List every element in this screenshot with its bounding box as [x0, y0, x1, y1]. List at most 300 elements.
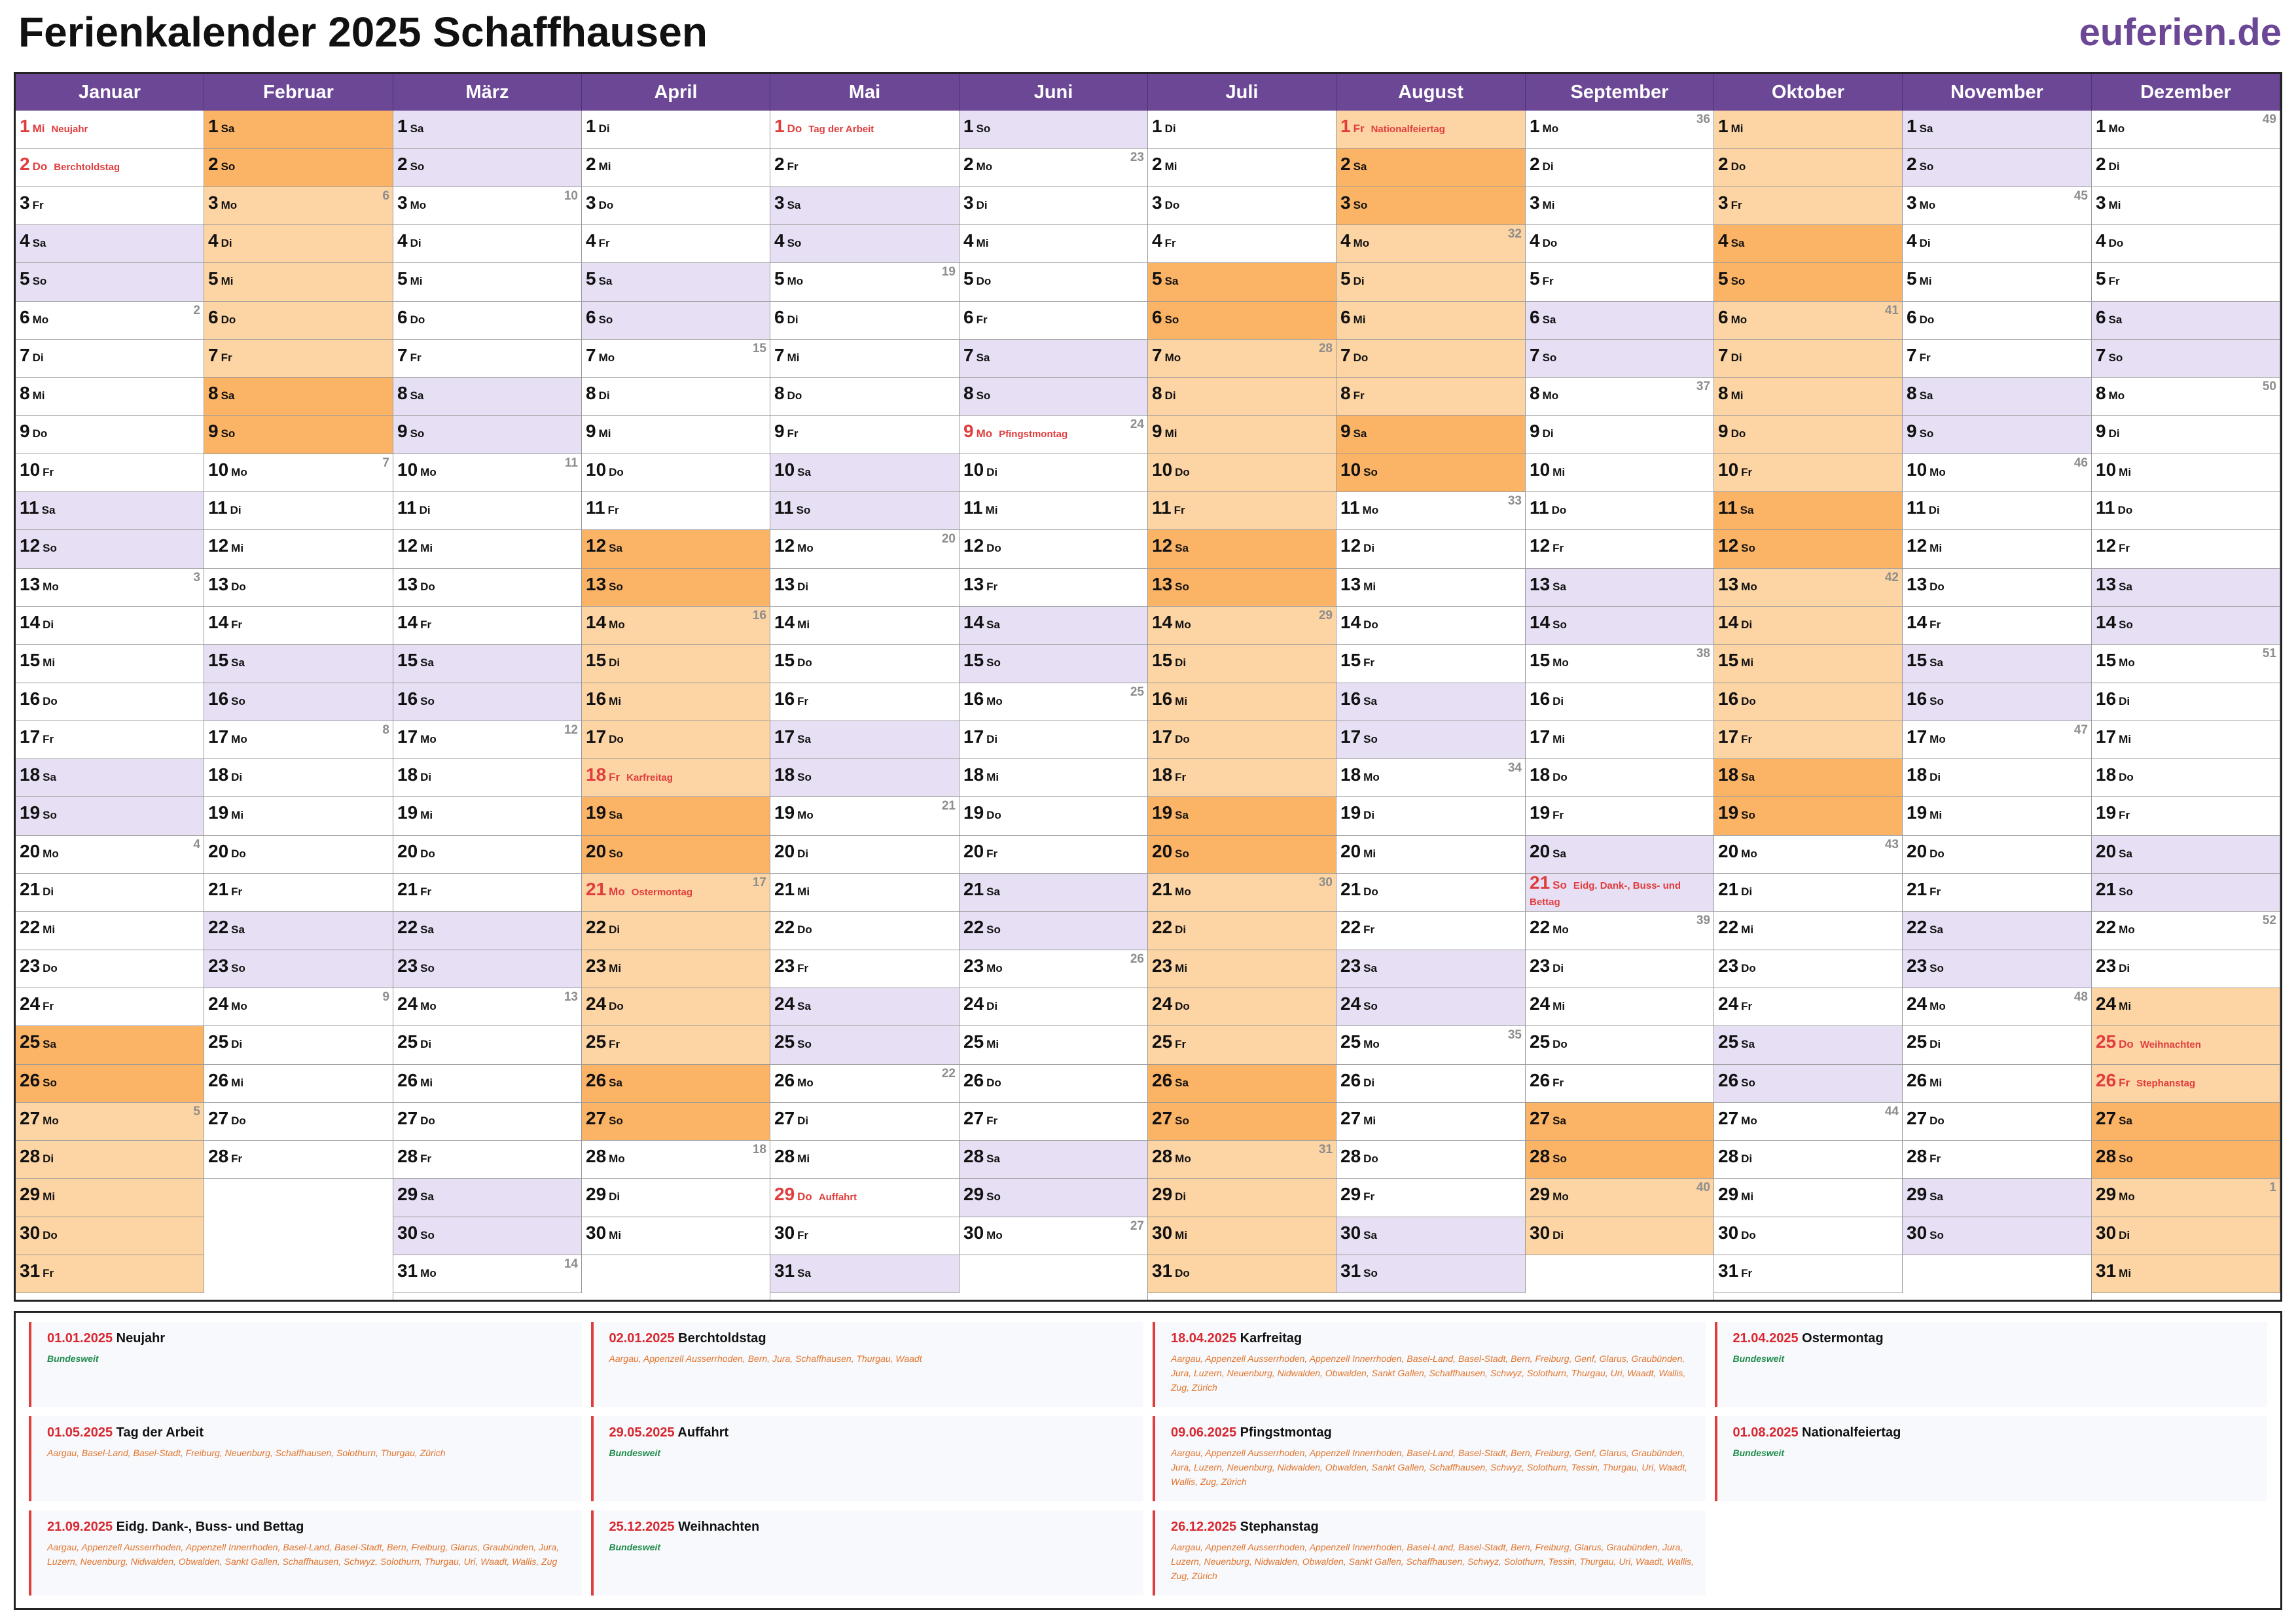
- day-cell[interactable]: [204, 492, 393, 530]
- day-cell[interactable]: [1903, 607, 2092, 645]
- day-cell[interactable]: [770, 569, 960, 607]
- day-cell[interactable]: [1526, 797, 1714, 836]
- day-cell[interactable]: [1148, 416, 1336, 454]
- day-cell[interactable]: [582, 683, 770, 721]
- day-cell[interactable]: [1148, 645, 1336, 683]
- day-cell[interactable]: [1526, 1141, 1714, 1179]
- day-cell[interactable]: [1526, 950, 1714, 988]
- day-cell[interactable]: [1526, 378, 1714, 416]
- day-cell[interactable]: [1336, 797, 1526, 836]
- day-cell[interactable]: [1336, 988, 1526, 1026]
- day-cell[interactable]: [2092, 225, 2280, 263]
- day-cell[interactable]: [770, 1026, 960, 1065]
- day-cell[interactable]: [1336, 149, 1526, 187]
- day-cell[interactable]: [1714, 569, 1903, 607]
- day-cell[interactable]: [1526, 225, 1714, 263]
- day-cell[interactable]: [582, 797, 770, 836]
- day-cell[interactable]: [204, 874, 393, 912]
- day-cell[interactable]: [16, 149, 204, 187]
- day-cell[interactable]: [16, 569, 204, 607]
- day-cell[interactable]: [770, 1141, 960, 1179]
- day-cell[interactable]: [582, 1103, 770, 1141]
- day-cell[interactable]: [582, 759, 770, 797]
- day-cell[interactable]: [1148, 378, 1336, 416]
- day-cell[interactable]: [1714, 187, 1903, 225]
- day-cell[interactable]: [960, 530, 1148, 569]
- day-cell[interactable]: [1148, 111, 1336, 149]
- day-cell[interactable]: [1714, 416, 1903, 454]
- day-cell[interactable]: [960, 874, 1148, 912]
- day-cell[interactable]: [393, 683, 582, 721]
- day-cell[interactable]: [1336, 1065, 1526, 1103]
- day-cell[interactable]: [1526, 530, 1714, 569]
- day-cell[interactable]: [1903, 797, 2092, 836]
- day-cell[interactable]: [1526, 1103, 1714, 1141]
- day-cell[interactable]: [770, 187, 960, 225]
- day-cell[interactable]: [393, 149, 582, 187]
- day-cell[interactable]: [1903, 111, 2092, 149]
- day-cell[interactable]: [2092, 1255, 2280, 1293]
- day-cell[interactable]: [582, 836, 770, 874]
- day-cell[interactable]: [1336, 759, 1526, 797]
- day-cell[interactable]: [960, 1026, 1148, 1065]
- day-cell[interactable]: [582, 1141, 770, 1179]
- day-cell[interactable]: [1526, 836, 1714, 874]
- day-cell[interactable]: [393, 530, 582, 569]
- day-cell[interactable]: [16, 721, 204, 759]
- day-cell[interactable]: [393, 1141, 582, 1179]
- day-cell[interactable]: [16, 378, 204, 416]
- day-cell[interactable]: [582, 492, 770, 530]
- day-cell[interactable]: [770, 530, 960, 569]
- day-cell[interactable]: [204, 1141, 393, 1179]
- day-cell[interactable]: [960, 1217, 1148, 1255]
- day-cell[interactable]: [1714, 1103, 1903, 1141]
- day-cell[interactable]: [1148, 225, 1336, 263]
- day-cell[interactable]: [204, 416, 393, 454]
- day-cell[interactable]: [1714, 759, 1903, 797]
- day-cell[interactable]: [1714, 797, 1903, 836]
- day-cell[interactable]: [393, 836, 582, 874]
- day-cell[interactable]: [204, 263, 393, 302]
- day-cell[interactable]: [1903, 340, 2092, 378]
- day-cell[interactable]: [582, 149, 770, 187]
- day-cell[interactable]: [1526, 721, 1714, 759]
- day-cell[interactable]: [16, 950, 204, 988]
- day-cell[interactable]: [16, 225, 204, 263]
- day-cell[interactable]: [1148, 1065, 1336, 1103]
- day-cell[interactable]: [1336, 340, 1526, 378]
- day-cell[interactable]: [582, 1026, 770, 1065]
- day-cell[interactable]: [393, 263, 582, 302]
- day-cell[interactable]: [582, 454, 770, 492]
- day-cell[interactable]: [1903, 1026, 2092, 1065]
- day-cell[interactable]: [770, 912, 960, 950]
- day-cell[interactable]: [1903, 988, 2092, 1026]
- day-cell[interactable]: [393, 378, 582, 416]
- day-cell[interactable]: [2092, 569, 2280, 607]
- day-cell[interactable]: [1526, 149, 1714, 187]
- day-cell[interactable]: [770, 378, 960, 416]
- day-cell[interactable]: [582, 225, 770, 263]
- day-cell[interactable]: [960, 569, 1148, 607]
- day-cell[interactable]: [770, 797, 960, 836]
- day-cell[interactable]: [960, 111, 1148, 149]
- day-cell[interactable]: [582, 1179, 770, 1217]
- day-cell[interactable]: [770, 950, 960, 988]
- day-cell[interactable]: [16, 492, 204, 530]
- day-cell[interactable]: [1903, 454, 2092, 492]
- day-cell[interactable]: [2092, 492, 2280, 530]
- day-cell[interactable]: [2092, 340, 2280, 378]
- day-cell[interactable]: [204, 378, 393, 416]
- day-cell[interactable]: [1526, 645, 1714, 683]
- day-cell[interactable]: [1336, 187, 1526, 225]
- day-cell[interactable]: [770, 874, 960, 912]
- day-cell[interactable]: [2092, 1065, 2280, 1103]
- day-cell[interactable]: [1336, 111, 1526, 149]
- day-cell[interactable]: [16, 836, 204, 874]
- day-cell[interactable]: [204, 225, 393, 263]
- day-cell[interactable]: [204, 797, 393, 836]
- day-cell[interactable]: [1148, 1103, 1336, 1141]
- day-cell[interactable]: [1714, 950, 1903, 988]
- day-cell[interactable]: [1714, 683, 1903, 721]
- day-cell[interactable]: [960, 454, 1148, 492]
- day-cell[interactable]: [1336, 836, 1526, 874]
- day-cell[interactable]: [204, 836, 393, 874]
- day-cell[interactable]: [393, 569, 582, 607]
- day-cell[interactable]: [1148, 263, 1336, 302]
- day-cell[interactable]: [393, 797, 582, 836]
- day-cell[interactable]: [1336, 225, 1526, 263]
- day-cell[interactable]: [204, 149, 393, 187]
- day-cell[interactable]: [582, 569, 770, 607]
- day-cell[interactable]: [16, 111, 204, 149]
- day-cell[interactable]: [204, 1065, 393, 1103]
- day-cell[interactable]: [1714, 912, 1903, 950]
- day-cell[interactable]: [960, 378, 1148, 416]
- day-cell[interactable]: [1714, 607, 1903, 645]
- day-cell[interactable]: [16, 1026, 204, 1065]
- day-cell[interactable]: [2092, 263, 2280, 302]
- day-cell[interactable]: [16, 912, 204, 950]
- day-cell[interactable]: [1903, 721, 2092, 759]
- day-cell[interactable]: [393, 874, 582, 912]
- day-cell[interactable]: [770, 454, 960, 492]
- day-cell[interactable]: [1336, 1217, 1526, 1255]
- day-cell[interactable]: [2092, 1141, 2280, 1179]
- day-cell[interactable]: [1336, 416, 1526, 454]
- day-cell[interactable]: [1148, 302, 1336, 340]
- day-cell[interactable]: [16, 1255, 204, 1293]
- day-cell[interactable]: [2092, 530, 2280, 569]
- day-cell[interactable]: [16, 645, 204, 683]
- day-cell[interactable]: [1336, 1255, 1526, 1293]
- day-cell[interactable]: [2092, 797, 2280, 836]
- day-cell[interactable]: [1526, 759, 1714, 797]
- day-cell[interactable]: [1903, 187, 2092, 225]
- day-cell[interactable]: [1714, 530, 1903, 569]
- day-cell[interactable]: [393, 607, 582, 645]
- day-cell[interactable]: [204, 569, 393, 607]
- day-cell[interactable]: [1148, 721, 1336, 759]
- day-cell[interactable]: [2092, 836, 2280, 874]
- day-cell[interactable]: [16, 263, 204, 302]
- day-cell[interactable]: [582, 950, 770, 988]
- day-cell[interactable]: [1336, 1179, 1526, 1217]
- day-cell[interactable]: [1336, 1026, 1526, 1065]
- day-cell[interactable]: [393, 302, 582, 340]
- day-cell[interactable]: [16, 302, 204, 340]
- day-cell[interactable]: [1148, 1179, 1336, 1217]
- day-cell[interactable]: [2092, 1179, 2280, 1217]
- day-cell[interactable]: [1526, 340, 1714, 378]
- day-cell[interactable]: [960, 912, 1148, 950]
- day-cell[interactable]: [2092, 912, 2280, 950]
- day-cell[interactable]: [2092, 950, 2280, 988]
- day-cell[interactable]: [960, 645, 1148, 683]
- day-cell[interactable]: [1336, 683, 1526, 721]
- day-cell[interactable]: [1148, 492, 1336, 530]
- day-cell[interactable]: [1903, 378, 2092, 416]
- day-cell[interactable]: [1336, 1103, 1526, 1141]
- day-cell[interactable]: [770, 302, 960, 340]
- day-cell[interactable]: [204, 912, 393, 950]
- day-cell[interactable]: [1526, 263, 1714, 302]
- day-cell[interactable]: [960, 759, 1148, 797]
- day-cell[interactable]: [1148, 1141, 1336, 1179]
- day-cell[interactable]: [393, 759, 582, 797]
- day-cell[interactable]: [1336, 454, 1526, 492]
- day-cell[interactable]: [1526, 569, 1714, 607]
- day-cell[interactable]: [1336, 302, 1526, 340]
- day-cell[interactable]: [582, 645, 770, 683]
- day-cell[interactable]: [204, 1026, 393, 1065]
- day-cell[interactable]: [1714, 836, 1903, 874]
- day-cell[interactable]: [393, 1217, 582, 1255]
- day-cell[interactable]: [16, 759, 204, 797]
- day-cell[interactable]: [1336, 645, 1526, 683]
- day-cell[interactable]: [1148, 454, 1336, 492]
- day-cell[interactable]: [393, 1255, 582, 1293]
- day-cell[interactable]: [1714, 988, 1903, 1026]
- day-cell[interactable]: [1903, 1103, 2092, 1141]
- day-cell[interactable]: [2092, 645, 2280, 683]
- day-cell[interactable]: [204, 721, 393, 759]
- day-cell[interactable]: [2092, 721, 2280, 759]
- day-cell[interactable]: [960, 225, 1148, 263]
- day-cell[interactable]: [393, 1026, 582, 1065]
- day-cell[interactable]: [1714, 454, 1903, 492]
- day-cell[interactable]: [2092, 988, 2280, 1026]
- day-cell[interactable]: [1526, 302, 1714, 340]
- day-cell[interactable]: [770, 111, 960, 149]
- day-cell[interactable]: [1526, 988, 1714, 1026]
- day-cell[interactable]: [1903, 263, 2092, 302]
- day-cell[interactable]: [960, 149, 1148, 187]
- day-cell[interactable]: [2092, 1217, 2280, 1255]
- day-cell[interactable]: [2092, 683, 2280, 721]
- day-cell[interactable]: [1714, 263, 1903, 302]
- day-cell[interactable]: [1903, 1065, 2092, 1103]
- day-cell[interactable]: [770, 1103, 960, 1141]
- day-cell[interactable]: [16, 1217, 204, 1255]
- day-cell[interactable]: [1903, 912, 2092, 950]
- day-cell[interactable]: [960, 797, 1148, 836]
- day-cell[interactable]: [16, 874, 204, 912]
- brand-logo[interactable]: euferien.de: [2079, 11, 2282, 54]
- day-cell[interactable]: [960, 187, 1148, 225]
- day-cell[interactable]: [770, 416, 960, 454]
- day-cell[interactable]: [1526, 454, 1714, 492]
- day-cell[interactable]: [582, 340, 770, 378]
- day-cell[interactable]: [1903, 569, 2092, 607]
- day-cell[interactable]: [1148, 340, 1336, 378]
- day-cell[interactable]: [204, 607, 393, 645]
- day-cell[interactable]: [960, 492, 1148, 530]
- day-cell[interactable]: [770, 1179, 960, 1217]
- day-cell[interactable]: [582, 187, 770, 225]
- day-cell[interactable]: [582, 302, 770, 340]
- day-cell[interactable]: [1336, 1141, 1526, 1179]
- day-cell[interactable]: [582, 1217, 770, 1255]
- day-cell[interactable]: [582, 1065, 770, 1103]
- day-cell[interactable]: [16, 340, 204, 378]
- day-cell[interactable]: [2092, 454, 2280, 492]
- day-cell[interactable]: [1714, 874, 1903, 912]
- day-cell[interactable]: [16, 530, 204, 569]
- day-cell[interactable]: [393, 111, 582, 149]
- day-cell[interactable]: [1714, 1179, 1903, 1217]
- day-cell[interactable]: [1714, 378, 1903, 416]
- day-cell[interactable]: [582, 378, 770, 416]
- day-cell[interactable]: [1336, 378, 1526, 416]
- day-cell[interactable]: [1148, 569, 1336, 607]
- day-cell[interactable]: [1148, 950, 1336, 988]
- day-cell[interactable]: [770, 721, 960, 759]
- day-cell[interactable]: [1526, 1065, 1714, 1103]
- day-cell[interactable]: [1526, 1217, 1714, 1255]
- day-cell[interactable]: [1148, 149, 1336, 187]
- day-cell[interactable]: [1714, 1217, 1903, 1255]
- day-cell[interactable]: [2092, 1103, 2280, 1141]
- day-cell[interactable]: [770, 607, 960, 645]
- day-cell[interactable]: [1148, 836, 1336, 874]
- day-cell[interactable]: [16, 187, 204, 225]
- day-cell[interactable]: [1336, 721, 1526, 759]
- day-cell[interactable]: [16, 797, 204, 836]
- day-cell[interactable]: [960, 607, 1148, 645]
- day-cell[interactable]: [1714, 492, 1903, 530]
- day-cell[interactable]: [2092, 607, 2280, 645]
- day-cell[interactable]: [770, 1065, 960, 1103]
- day-cell[interactable]: [393, 1103, 582, 1141]
- day-cell[interactable]: [1148, 988, 1336, 1026]
- day-cell[interactable]: [1903, 530, 2092, 569]
- day-cell[interactable]: [770, 645, 960, 683]
- day-cell[interactable]: [1526, 111, 1714, 149]
- day-cell[interactable]: [16, 454, 204, 492]
- day-cell[interactable]: [1714, 111, 1903, 149]
- day-cell[interactable]: [393, 416, 582, 454]
- day-cell[interactable]: [770, 492, 960, 530]
- day-cell[interactable]: [1714, 225, 1903, 263]
- day-cell[interactable]: [1336, 912, 1526, 950]
- day-cell[interactable]: [960, 263, 1148, 302]
- day-cell[interactable]: [204, 111, 393, 149]
- day-cell[interactable]: [1903, 950, 2092, 988]
- day-cell[interactable]: [1903, 1179, 2092, 1217]
- day-cell[interactable]: [1336, 492, 1526, 530]
- day-cell[interactable]: [16, 1103, 204, 1141]
- day-cell[interactable]: [582, 874, 770, 912]
- day-cell[interactable]: [204, 950, 393, 988]
- day-cell[interactable]: [770, 263, 960, 302]
- day-cell[interactable]: [1526, 607, 1714, 645]
- day-cell[interactable]: [2092, 302, 2280, 340]
- day-cell[interactable]: [582, 912, 770, 950]
- day-cell[interactable]: [960, 1179, 1148, 1217]
- day-cell[interactable]: [1903, 416, 2092, 454]
- day-cell[interactable]: [1148, 1217, 1336, 1255]
- day-cell[interactable]: [1148, 912, 1336, 950]
- day-cell[interactable]: [393, 454, 582, 492]
- day-cell[interactable]: [1148, 1026, 1336, 1065]
- day-cell[interactable]: [1526, 874, 1714, 912]
- day-cell[interactable]: [393, 225, 582, 263]
- day-cell[interactable]: [582, 607, 770, 645]
- day-cell[interactable]: [204, 454, 393, 492]
- day-cell[interactable]: [1336, 263, 1526, 302]
- day-cell[interactable]: [1526, 912, 1714, 950]
- day-cell[interactable]: [2092, 187, 2280, 225]
- day-cell[interactable]: [16, 1141, 204, 1179]
- day-cell[interactable]: [1714, 645, 1903, 683]
- day-cell[interactable]: [16, 607, 204, 645]
- day-cell[interactable]: [960, 302, 1148, 340]
- day-cell[interactable]: [582, 111, 770, 149]
- day-cell[interactable]: [960, 1065, 1148, 1103]
- day-cell[interactable]: [204, 645, 393, 683]
- day-cell[interactable]: [1526, 1026, 1714, 1065]
- day-cell[interactable]: [2092, 416, 2280, 454]
- day-cell[interactable]: [770, 225, 960, 263]
- day-cell[interactable]: [1526, 1179, 1714, 1217]
- day-cell[interactable]: [1148, 1255, 1336, 1293]
- day-cell[interactable]: [582, 416, 770, 454]
- day-cell[interactable]: [1903, 225, 2092, 263]
- day-cell[interactable]: [204, 683, 393, 721]
- day-cell[interactable]: [960, 988, 1148, 1026]
- day-cell[interactable]: [2092, 378, 2280, 416]
- day-cell[interactable]: [204, 340, 393, 378]
- day-cell[interactable]: [1714, 1141, 1903, 1179]
- day-cell[interactable]: [582, 530, 770, 569]
- day-cell[interactable]: [1903, 874, 2092, 912]
- day-cell[interactable]: [393, 187, 582, 225]
- day-cell[interactable]: [770, 836, 960, 874]
- day-cell[interactable]: [1714, 1255, 1903, 1293]
- day-cell[interactable]: [393, 988, 582, 1026]
- day-cell[interactable]: [960, 836, 1148, 874]
- day-cell[interactable]: [1336, 530, 1526, 569]
- day-cell[interactable]: [770, 1217, 960, 1255]
- day-cell[interactable]: [770, 988, 960, 1026]
- day-cell[interactable]: [1336, 607, 1526, 645]
- day-cell[interactable]: [393, 950, 582, 988]
- day-cell[interactable]: [393, 721, 582, 759]
